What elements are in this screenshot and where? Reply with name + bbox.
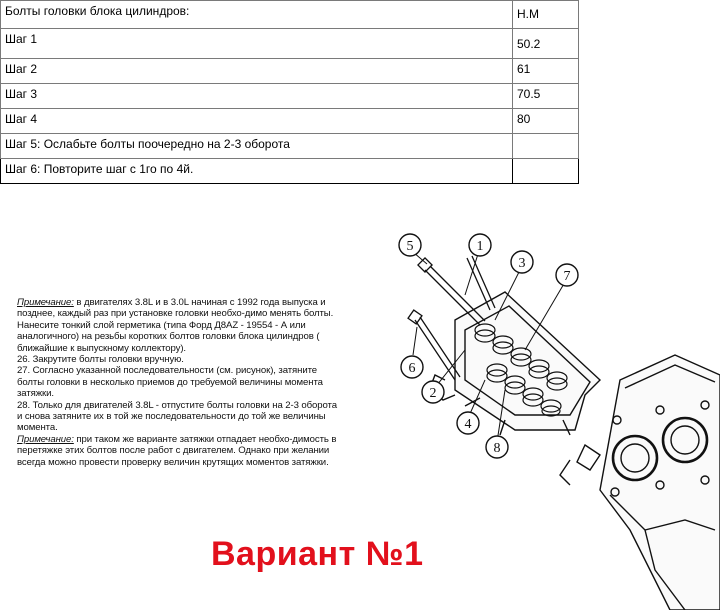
callout-label: 7 bbox=[563, 269, 571, 284]
cylinder-head-diagram bbox=[385, 230, 720, 610]
table-cell-label: Шаг 2 bbox=[1, 59, 513, 84]
note-keyword: Примечание: bbox=[17, 433, 74, 445]
table-row bbox=[1, 109, 579, 134]
table-header-row bbox=[1, 1, 579, 29]
step-27: 27. Согласно указанной последовательности (см. рисунок), затяните болты головки в несколько приемов до требуемой величины момента затяжки. bbox=[17, 365, 323, 400]
table-row bbox=[1, 59, 579, 84]
callout-label: 8 bbox=[493, 441, 501, 456]
note-keyword: Примечание: bbox=[17, 297, 74, 308]
table-cell-label: Шаг 5: Ослабьте болты поочередно на 2-3 оборота bbox=[1, 134, 513, 159]
table-cell-label: Шаг 4 bbox=[1, 109, 513, 134]
table-cell-unit: Н.М bbox=[513, 1, 579, 29]
callout-label: 2 bbox=[429, 386, 437, 401]
step-26: 26. Закрутите болты головки вручную. bbox=[17, 354, 184, 366]
note-paragraph bbox=[17, 297, 342, 354]
cylinder-head-drawing bbox=[430, 292, 600, 435]
note-text: при таком же варианте затяжки отпадает необхо-димость в перетяжке этих болтов после работ с двигателем. Однако при желании всегда можно провести проверку величин крутящих моментов затяжки. bbox=[17, 433, 337, 468]
callout-label: 3 bbox=[518, 256, 526, 271]
callout-7 bbox=[556, 264, 578, 286]
note-paragraph bbox=[17, 434, 342, 468]
callout-8 bbox=[486, 436, 508, 458]
table-cell-value: 50.2 bbox=[513, 29, 579, 59]
table-cell-value: 61 bbox=[513, 59, 579, 84]
table-row bbox=[1, 84, 579, 109]
note-text: в двигателях 3.8L и в 3.0L начиная с 1992 года выпуска и позднее, каждый раз при установке головки необхо-димо менять болты. Нанесите тонкий слой герметика (типа Форд Д8AZ - 19554 - А или аналогичного) на резьбы коротких болтов головки блока цилиндров ( ближайшие к выпускному коллектору). bbox=[17, 297, 334, 354]
step-28: 28. Только для двигателей 3.8L - отпустите болты головки на 2-3 оборота и снова затяните их в той же последовательности до той же величины момента. bbox=[17, 399, 337, 434]
callout-3 bbox=[511, 251, 533, 273]
table-cell-label: Шаг 6: Повторите шаг с 1го по 4й. bbox=[1, 159, 513, 184]
table-cell-label: Шаг 3 bbox=[1, 84, 513, 109]
variant-title: Вариант №1 bbox=[211, 535, 424, 573]
table-cell-value: 70.5 bbox=[513, 84, 579, 109]
callout-label: 4 bbox=[464, 417, 472, 432]
callout-label: 1 bbox=[476, 239, 484, 254]
callout-label: 6 bbox=[408, 361, 416, 376]
table-row bbox=[1, 159, 579, 184]
callout-2 bbox=[422, 381, 444, 403]
callout-1 bbox=[469, 234, 491, 256]
table-cell-value bbox=[513, 159, 579, 184]
callout-6 bbox=[401, 356, 423, 378]
torque-table bbox=[0, 0, 579, 184]
instructions-text bbox=[17, 297, 342, 468]
table-cell-label: Болты головки блока цилиндров: bbox=[1, 1, 513, 29]
callout-5 bbox=[399, 234, 421, 256]
table-row bbox=[1, 29, 579, 59]
table-row bbox=[1, 134, 579, 159]
table-cell-value: 80 bbox=[513, 109, 579, 134]
callout-4 bbox=[457, 412, 479, 434]
table-cell-label: Шаг 1 bbox=[1, 29, 513, 59]
table-cell-value bbox=[513, 134, 579, 159]
callout-label: 5 bbox=[406, 239, 414, 254]
